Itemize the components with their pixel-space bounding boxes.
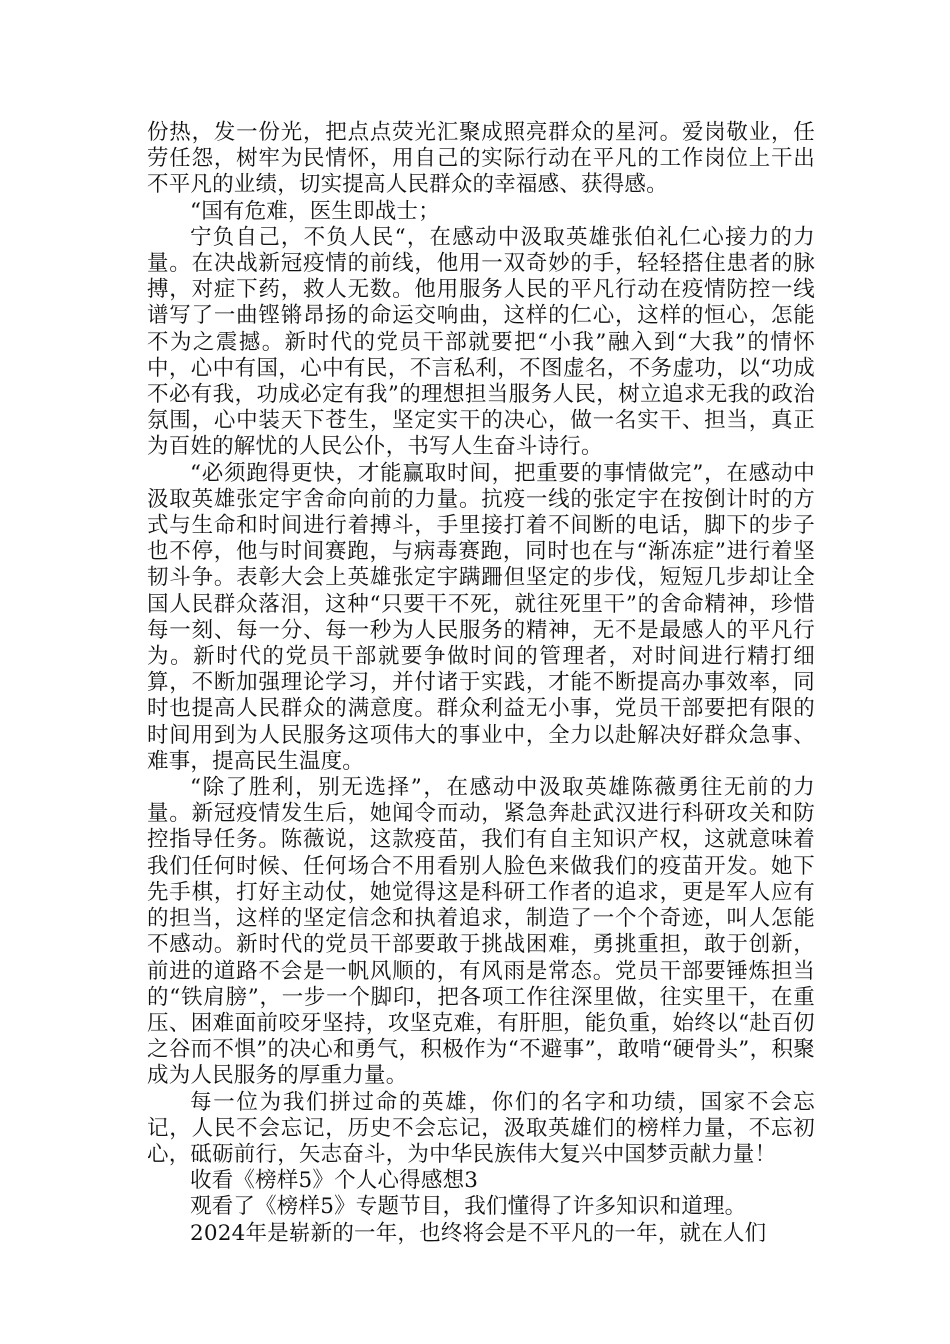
paragraph-7: 观看了《榜样5》专题节目，我们懂得了许多知识和道理。: [190, 1194, 747, 1220]
paragraph-2: “国有危难，医生即战士；: [190, 198, 440, 224]
section-heading: 收看《榜样5》个人心得感想3: [190, 1168, 479, 1194]
paragraph-1: 份热，发一份光，把点点荧光汇聚成照亮群众的星河。爱岗敬业，任劳任怨，树牢为民情怀，用自己的实际行动在平凡的工作岗位上干出不平凡的业绩，切实提高人民群众的幸福感、获得感。: [147, 120, 815, 198]
paragraph-4: “必须跑得更快，才能赢取时间，把重要的事情做完”，在感动中汲取英雄张定宇舍命向前的力量。抗疫一线的张定宇在按倒计时的方式与生命和时间进行着搏斗，手里接打着不间断的电话，脚下的步子也不停，他与时间赛跑，与病毒赛跑，同时也在与“渐冻症”进行着坚韧斗争。表彰大会上英雄张定宇蹒跚但坚定的步伐，短短几步却让全国人民群众落泪，这种“只要干不死，就往死里干”的舍命精神，珍惜每一刻、每一分、每一秒为人民服务的精神，无不是最感人的平凡行为。新时代的党员干部就要争做时间的管理者，对时间进行精打细算，不断加强理论学习，并付诸于实践，才能不断提高办事效率，同时也提高人民群众的满意度。群众利益无小事，党员干部要把有限的时间用到为人民服务这项伟大的事业中，全力以赴解决好群众急事、难事，提高民生温度。: [147, 460, 815, 774]
paragraph-6: 每一位为我们拼过命的英雄，你们的名字和功绩，国家不会忘记，人民不会忘记，历史不会忘记，汲取英雄们的榜样力量，不忘初心，砥砺前行，矢志奋斗，为中华民族伟大复兴中国梦贡献力量！: [147, 1089, 815, 1167]
paragraph-3: 宁负自己，不负人民“，在感动中汲取英雄张伯礼仁心接力的力量。在决战新冠疫情的前线，他用一双奇妙的手，轻轻搭住患者的脉搏，对症下药，救人无数。他用服务人民的平凡行动在疫情防控一线谱写了一曲铿锵昂扬的命运交响曲，这样的仁心，这样的恒心，怎能不为之震撼。新时代的党员干部就要把“小我”融入到“大我”的情怀中，心中有国，心中有民，不言私利，不图虚名，不务虚功，以“功成不必有我，功成必定有我”的理想担当服务人民，树立追求无我的政治氛围，心中装天下苍生，坚定实干的决心，做一名实干、担当，真正为百姓的解忧的人民公仆，书写人生奋斗诗行。: [147, 224, 815, 460]
paragraph-5: “除了胜利，别无选择”，在感动中汲取英雄陈薇勇往无前的力量。新冠疫情发生后，她闻令而动，紧急奔赴武汉进行科研攻关和防控指导任务。陈薇说，这款疫苗，我们有自主知识产权，这就意味着我们任何时候、任何场合不用看别人脸色来做我们的疫苗开发。她下先手棋，打好主动仗，她觉得这是科研工作者的追求，更是军人应有的担当，这样的坚定信念和执着追求，制造了一个个奇迹，叫人怎能不感动。新时代的党员干部要敢于挑战困难，勇挑重担，敢于创新，前进的道路不会是一帆风顺的，有风雨是常态。党员干部要锤炼担当的“铁肩膀”，一步一个脚印，把各项工作往深里做，往实里干，在重压、困难面前咬牙坚持，攻坚克难，有肝胆，能负重，始终以“赴百仞之谷而不惧”的决心和勇气，积极作为“不避事”，敢啃“硬骨头”，积聚成为人民服务的厚重力量。: [147, 775, 815, 1089]
paragraph-8: 2024年是崭新的一年，也终将会是不平凡的一年，就在人们: [190, 1220, 767, 1246]
document-page: [147, 120, 815, 1247]
